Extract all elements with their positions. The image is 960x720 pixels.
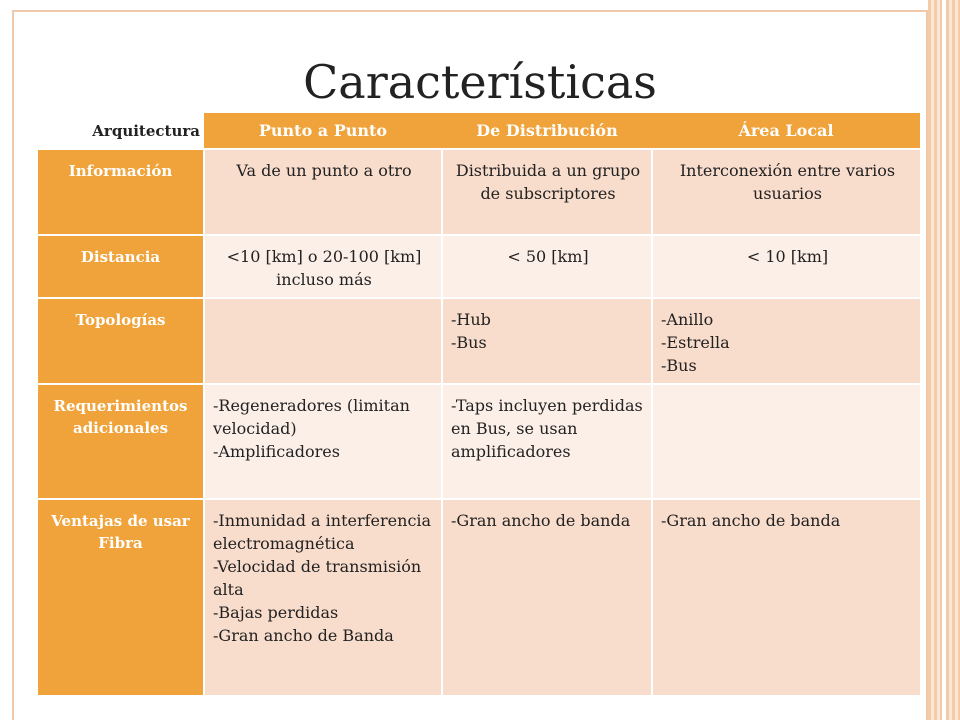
page-title: Características bbox=[303, 55, 657, 109]
table-row bbox=[38, 298, 920, 384]
table-cell: < 50 [km] bbox=[442, 235, 652, 298]
table-cell: -Gran ancho de banda bbox=[442, 499, 652, 695]
corner-label: Arquitectura bbox=[38, 113, 204, 149]
row-header: Distancia bbox=[38, 235, 204, 298]
column-header: Punto a Punto bbox=[204, 113, 442, 149]
comparison-table bbox=[38, 113, 920, 695]
table-header-row bbox=[38, 113, 920, 149]
table-cell: -Inmunidad a interferencia electromagnética -Velocidad de transmisión alta -Bajas perdidas -Gran ancho de Banda bbox=[204, 499, 442, 695]
row-header: Información bbox=[38, 149, 204, 235]
table-cell: Distribuida a un grupo de subscriptores bbox=[442, 149, 652, 235]
table-cell: -Hub -Bus bbox=[442, 298, 652, 384]
table-cell: -Anillo -Estrella -Bus bbox=[652, 298, 920, 384]
table-cell: < 10 [km] bbox=[652, 235, 920, 298]
table-cell: -Gran ancho de banda bbox=[652, 499, 920, 695]
table-cell: Va de un punto a otro bbox=[204, 149, 442, 235]
row-header: Ventajas de usar Fibra bbox=[38, 499, 204, 695]
table-row bbox=[38, 149, 920, 235]
table-cell: <10 [km] o 20-100 [km] incluso más bbox=[204, 235, 442, 298]
table-cell: -Taps incluyen perdidas en Bus, se usan amplificadores bbox=[442, 384, 652, 499]
table-row bbox=[38, 499, 920, 695]
table-cell: Interconexión entre varios usuarios bbox=[652, 149, 920, 235]
row-header: Requerimientos adicionales bbox=[38, 384, 204, 499]
table-row bbox=[38, 235, 920, 298]
row-header: Topologías bbox=[38, 298, 204, 384]
table-row bbox=[38, 384, 920, 499]
table-cell: -Regeneradores (limitan velocidad) -Amplificadores bbox=[204, 384, 442, 499]
column-header: Área Local bbox=[652, 113, 920, 149]
column-header: De Distribución bbox=[442, 113, 652, 149]
table-cell bbox=[652, 384, 920, 499]
table-cell bbox=[204, 298, 442, 384]
